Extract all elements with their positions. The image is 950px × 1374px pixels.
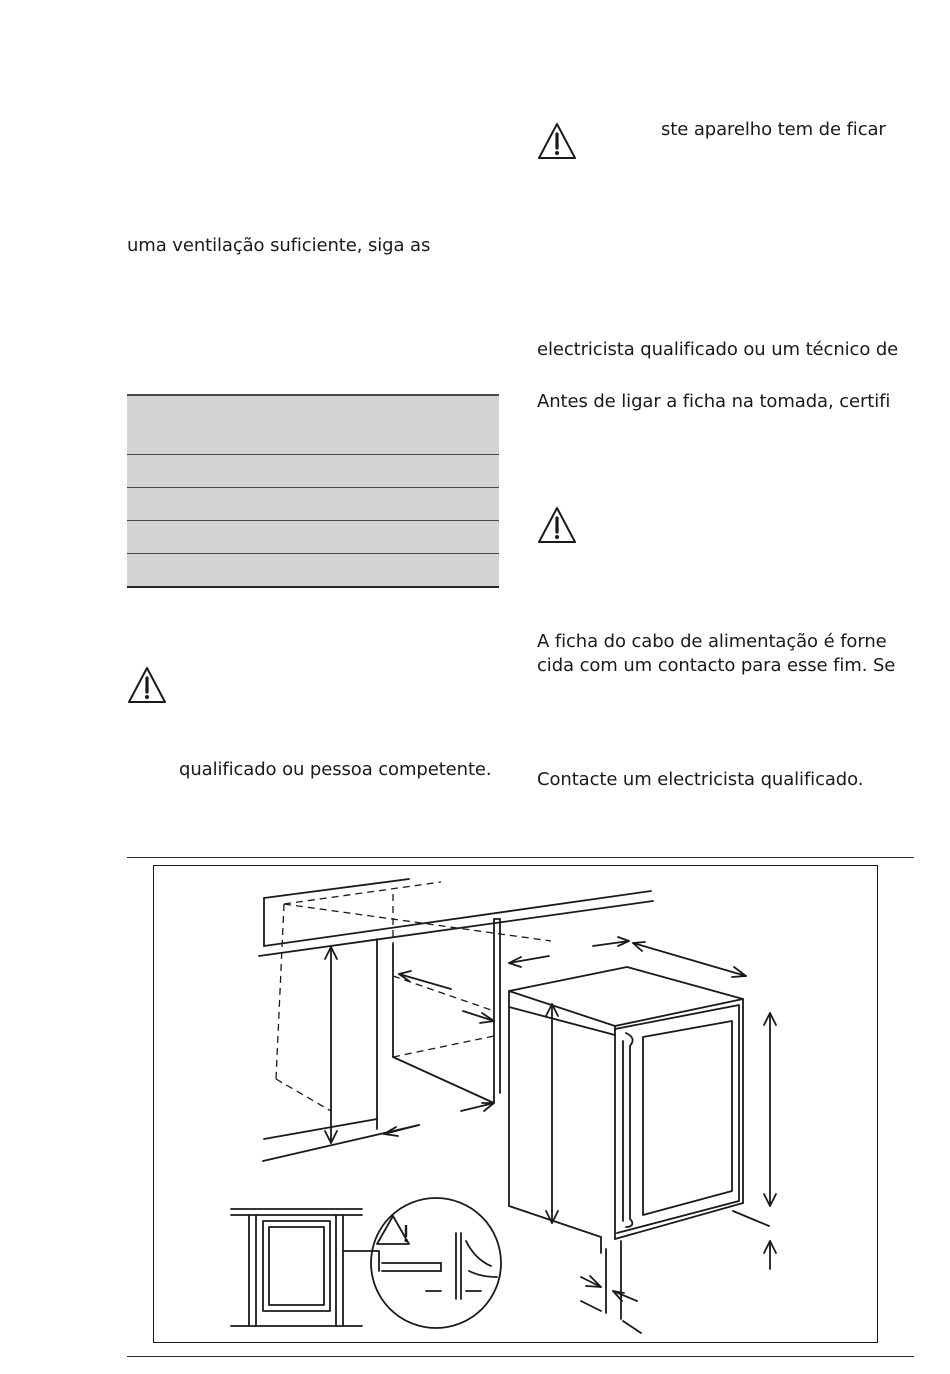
text-line-ficha-1: A ficha do cabo de alimentação é forne	[537, 631, 887, 652]
installation-diagram	[153, 865, 878, 1343]
warning-triangle-icon	[127, 666, 167, 704]
section-divider	[127, 857, 914, 858]
text-line-contacte: Contacte um electricista qualificado.	[537, 769, 864, 790]
text-line-ventilation: uma ventilação suficiente, siga as	[127, 235, 431, 256]
specifications-table	[127, 394, 499, 588]
footer-divider	[127, 1356, 914, 1357]
table-row	[127, 554, 499, 588]
table-header-row	[127, 394, 499, 455]
installation-drawing	[154, 866, 879, 1344]
text-line-qualified: qualificado ou pessoa competente.	[179, 759, 492, 780]
text-line-ficha-2: cida com um contacto para esse fim. Se	[537, 655, 896, 676]
table-row	[127, 488, 499, 521]
table-row	[127, 521, 499, 554]
warning-triangle-icon	[537, 506, 577, 544]
text-line-electricista: electricista qualificado ou um técnico de	[537, 339, 899, 360]
warning-triangle-icon	[537, 122, 577, 160]
table-row	[127, 455, 499, 488]
text-line-antes: Antes de ligar a ficha na tomada, certifi	[537, 391, 891, 412]
text-line-aparelho: ste aparelho tem de ficar	[661, 119, 886, 140]
